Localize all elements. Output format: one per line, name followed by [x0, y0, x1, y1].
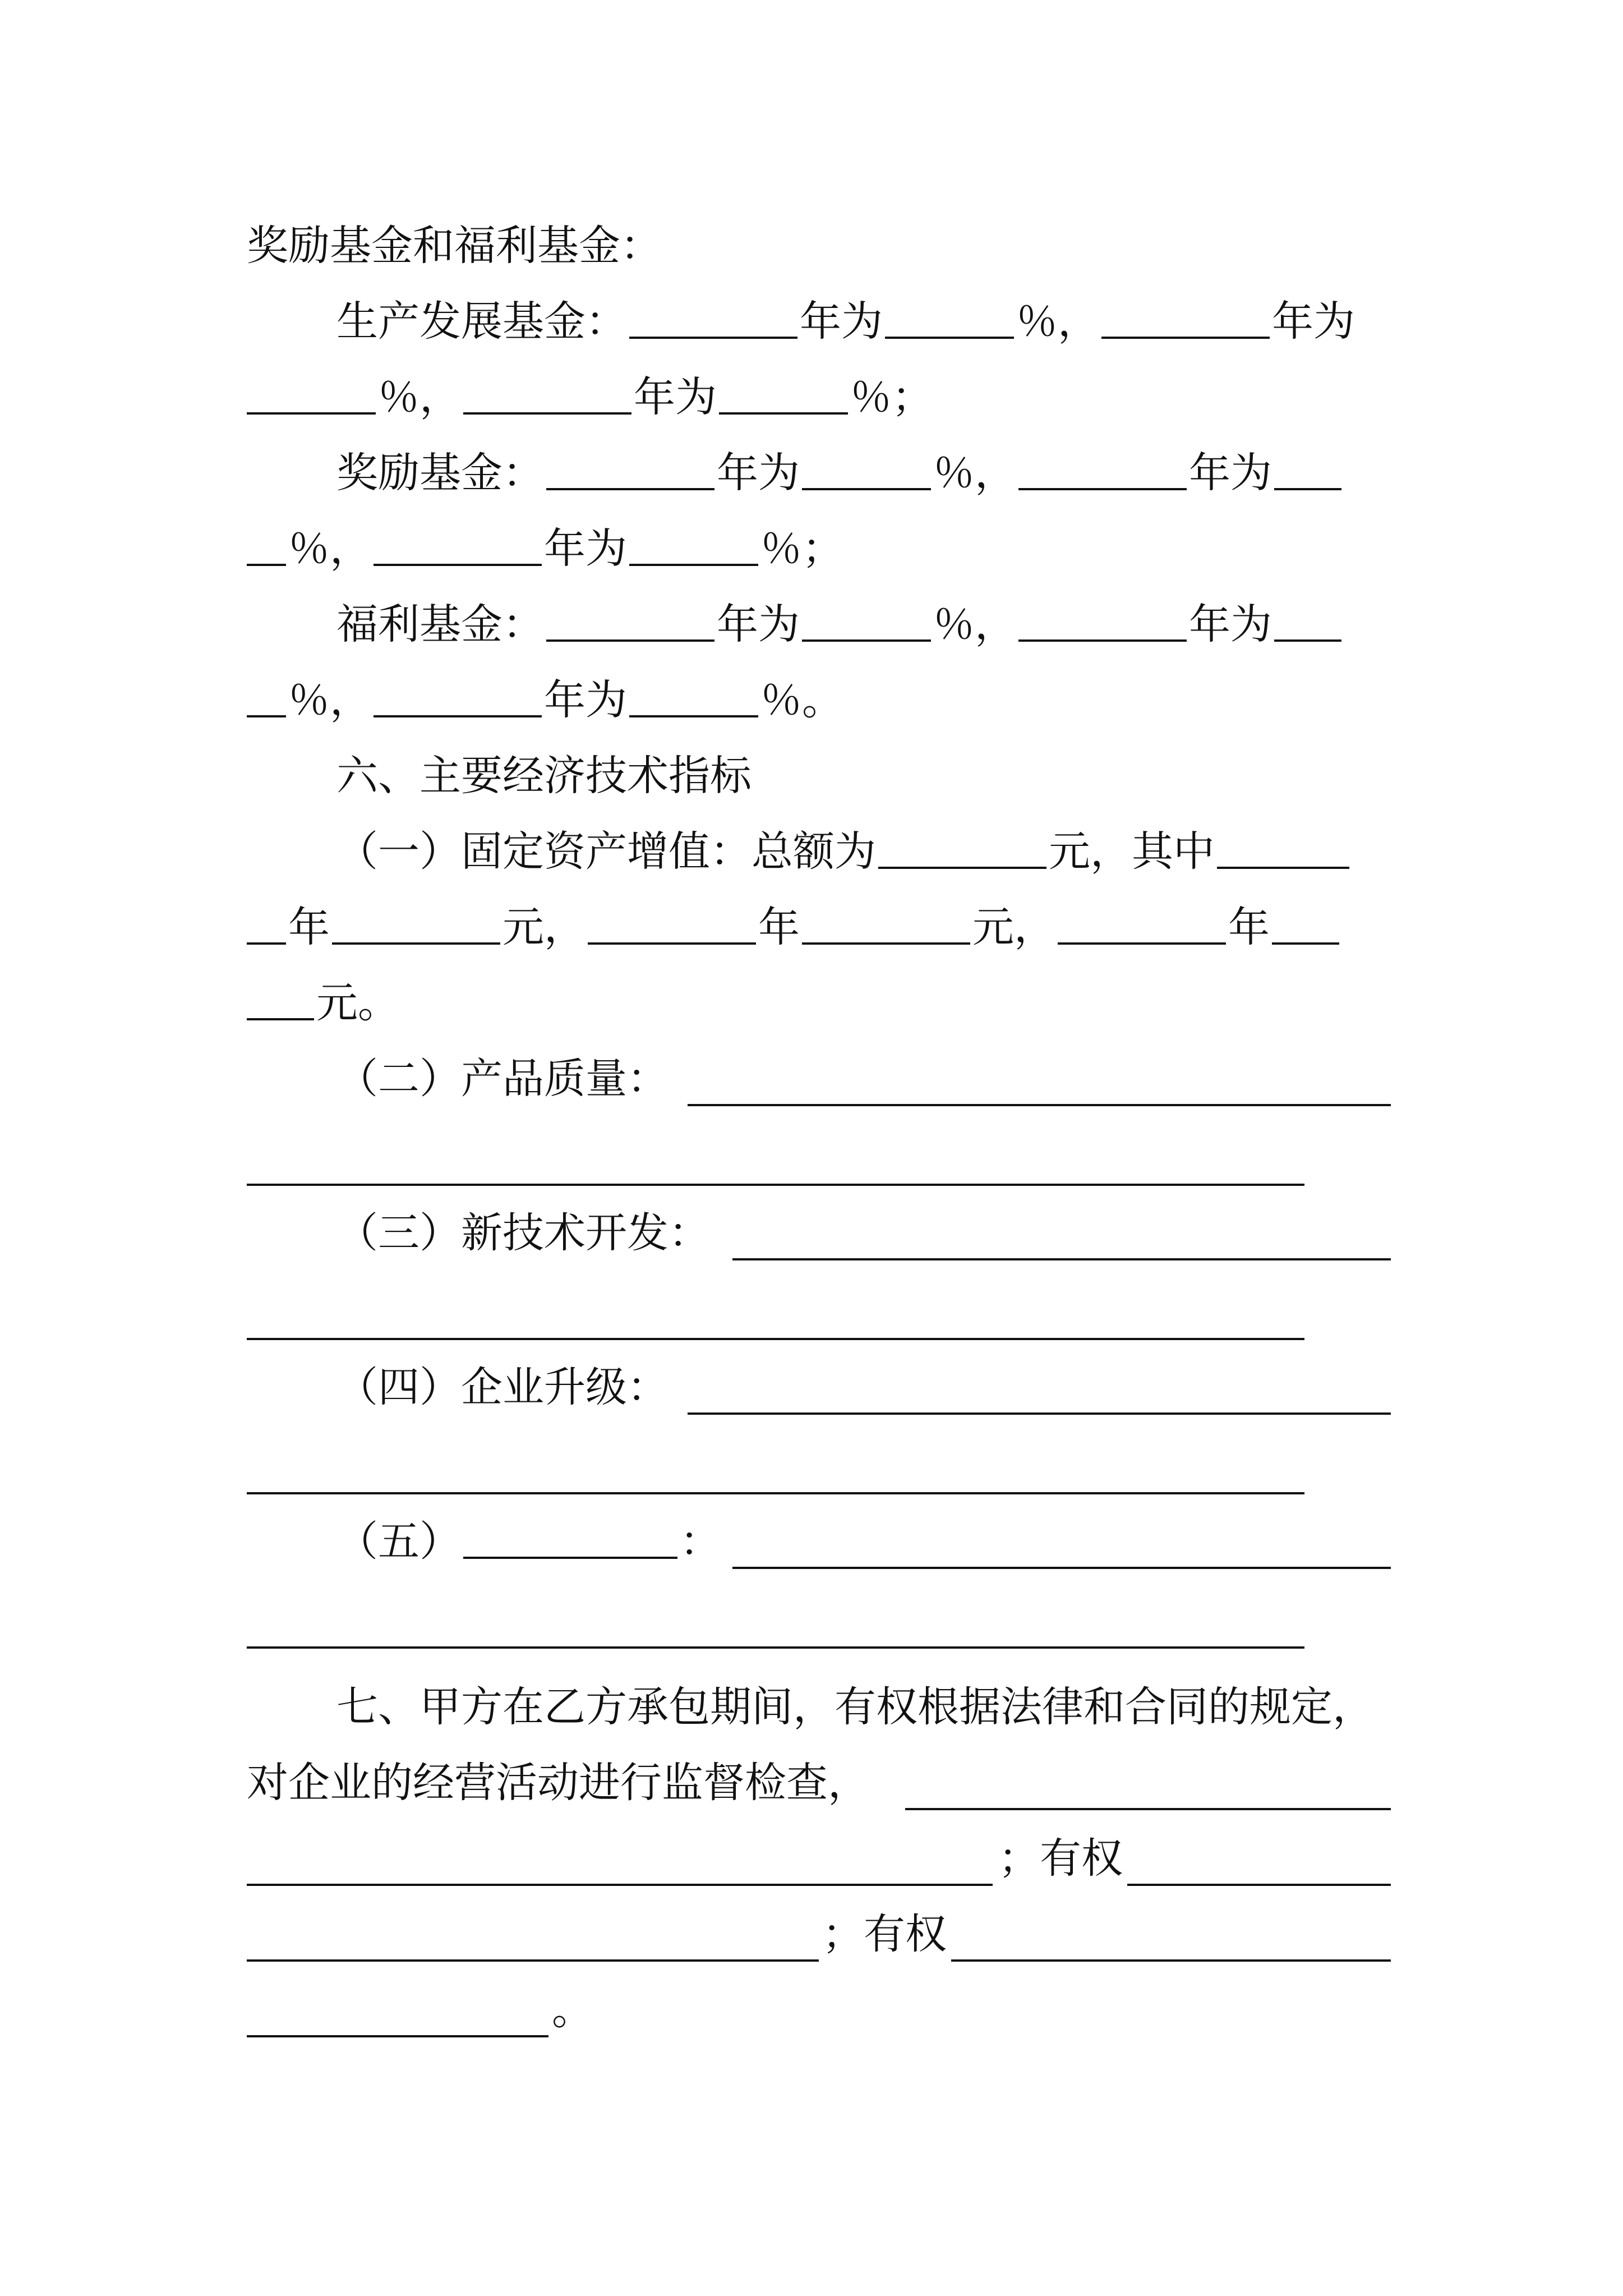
blank-field[interactable]: [732, 1258, 1391, 1260]
blank-field[interactable]: [247, 518, 286, 566]
label: 元，其中: [1049, 827, 1215, 876]
blank-field[interactable]: [247, 1492, 1304, 1494]
year-label: 年为: [717, 449, 800, 497]
text-line-right-2: [822, 1903, 957, 1965]
year-label: 年: [758, 903, 800, 951]
text-line-fixed-asset-cont: [247, 896, 1391, 958]
text: 七、甲方在乙方承包期间，有权根据法律和合同的规定，: [336, 1683, 1374, 1731]
text-line-item-five: [336, 1511, 1391, 1572]
year-label: 年为: [800, 297, 883, 346]
text-line-production-fund-cont: [247, 366, 1391, 428]
blank-field[interactable]: [463, 1511, 677, 1559]
blank-field[interactable]: [247, 669, 286, 717]
blank-field[interactable]: [463, 366, 631, 415]
label: （一）固定资产增值：总额为: [336, 827, 876, 876]
blank-field[interactable]: [247, 1959, 819, 1962]
label: 奖励基金：: [336, 449, 544, 497]
blank-field[interactable]: [688, 1104, 1391, 1106]
year-label: 年为: [1272, 297, 1355, 346]
year-label: 年为: [1189, 600, 1272, 648]
blank-field[interactable]: [802, 593, 931, 642]
blank-field[interactable]: [1018, 593, 1187, 642]
blank-field[interactable]: [1018, 442, 1187, 490]
blank-field[interactable]: [719, 366, 848, 415]
blank-field[interactable]: [688, 1412, 1391, 1415]
blank-field[interactable]: [802, 442, 931, 490]
blank-field[interactable]: [905, 1808, 1391, 1810]
percent-label: ％，: [288, 524, 371, 573]
blank-field[interactable]: [802, 896, 970, 945]
blank-field[interactable]: [588, 896, 756, 945]
text-line-fixed-asset-end: [247, 972, 1391, 1034]
blank-field[interactable]: [374, 518, 542, 566]
blank-field[interactable]: [732, 1567, 1391, 1569]
label: 生产发展基金：: [336, 297, 627, 346]
text-line-production-fund: [336, 291, 1391, 352]
year-label: 年为: [1189, 449, 1272, 497]
text-line-welfare-fund-cont: [247, 669, 1391, 731]
blank-field[interactable]: [546, 442, 714, 490]
blank-field[interactable]: [247, 972, 314, 1020]
blank-field[interactable]: [247, 896, 286, 945]
label: ：: [680, 1517, 721, 1566]
text: 。: [552, 1986, 593, 2034]
percent-label: ％，: [933, 449, 1016, 497]
year-label: 年为: [717, 600, 800, 648]
text-line-supervision: [247, 1752, 1391, 1814]
blank-field[interactable]: [247, 1884, 993, 1886]
blank-field[interactable]: [629, 291, 797, 339]
percent-label: ％，: [1016, 297, 1099, 346]
percent-label: ％；: [850, 373, 933, 421]
label: （五）: [336, 1517, 461, 1566]
blank-field[interactable]: [1274, 442, 1341, 490]
blank-field[interactable]: [1217, 821, 1349, 869]
year-label: 年: [288, 903, 330, 951]
text-line-enterprise-upgrade: [336, 1356, 1391, 1418]
label: （二）产品质量：: [336, 1055, 668, 1103]
blank-field[interactable]: [247, 366, 376, 415]
year-label: 年为: [544, 676, 627, 724]
yuan-label: 元，: [502, 903, 585, 951]
year-label: 年为: [634, 373, 717, 421]
text: ；有权: [822, 1910, 947, 1958]
blank-field[interactable]: [1272, 896, 1339, 945]
section-heading-party-a-rights: [336, 1676, 1391, 1738]
text: 六、主要经济技术指标: [336, 752, 751, 800]
percent-label: ％。: [760, 676, 843, 724]
blank-field[interactable]: [374, 669, 542, 717]
blank-field[interactable]: [878, 821, 1046, 869]
blank-field[interactable]: [247, 2035, 548, 2037]
yuan-label: 元，: [972, 903, 1055, 951]
blank-field[interactable]: [247, 1338, 1304, 1340]
blank-field[interactable]: [629, 669, 758, 717]
blank-field[interactable]: [247, 1184, 1304, 1186]
blank-field[interactable]: [629, 518, 758, 566]
text-line-fixed-asset: [336, 821, 1391, 882]
section-heading-economic-indicators: [336, 745, 1391, 807]
text-line-incentive-fund-cont: [247, 518, 1391, 579]
text-line-end: [552, 1979, 619, 2041]
percent-label: ％，: [288, 676, 371, 724]
label: （四）企业升级：: [336, 1363, 668, 1411]
year-label: 年为: [544, 524, 627, 573]
percent-label: ％，: [933, 600, 1016, 648]
text-line-incentive-fund: [336, 442, 1391, 504]
text: 对企业的经营活动进行监督检查，: [247, 1759, 869, 1807]
percent-label: ％，: [378, 373, 461, 421]
blank-field[interactable]: [885, 291, 1014, 339]
yuan-label: 元。: [316, 979, 399, 1027]
text-line-incentive-welfare-heading: [247, 215, 1391, 277]
blank-field[interactable]: [332, 896, 500, 945]
blank-field[interactable]: [1274, 593, 1341, 642]
blank-field[interactable]: [951, 1959, 1391, 1962]
year-label: 年: [1228, 903, 1270, 951]
text-line-welfare-fund: [336, 593, 1391, 655]
label: 福利基金：: [336, 600, 544, 648]
text-line-right-1: [998, 1828, 1133, 1889]
text: 奖励基金和福利基金：: [247, 222, 662, 270]
blank-field[interactable]: [546, 593, 714, 642]
blank-field[interactable]: [1058, 896, 1226, 945]
blank-field[interactable]: [1127, 1884, 1391, 1886]
text: ；有权: [998, 1834, 1123, 1883]
blank-field[interactable]: [247, 1646, 1304, 1649]
text-line-new-technology: [336, 1202, 1391, 1264]
percent-label: ％；: [760, 524, 843, 573]
blank-field[interactable]: [1101, 291, 1270, 339]
text-line-product-quality: [336, 1048, 1391, 1110]
label: （三）新技术开发：: [336, 1209, 710, 1257]
